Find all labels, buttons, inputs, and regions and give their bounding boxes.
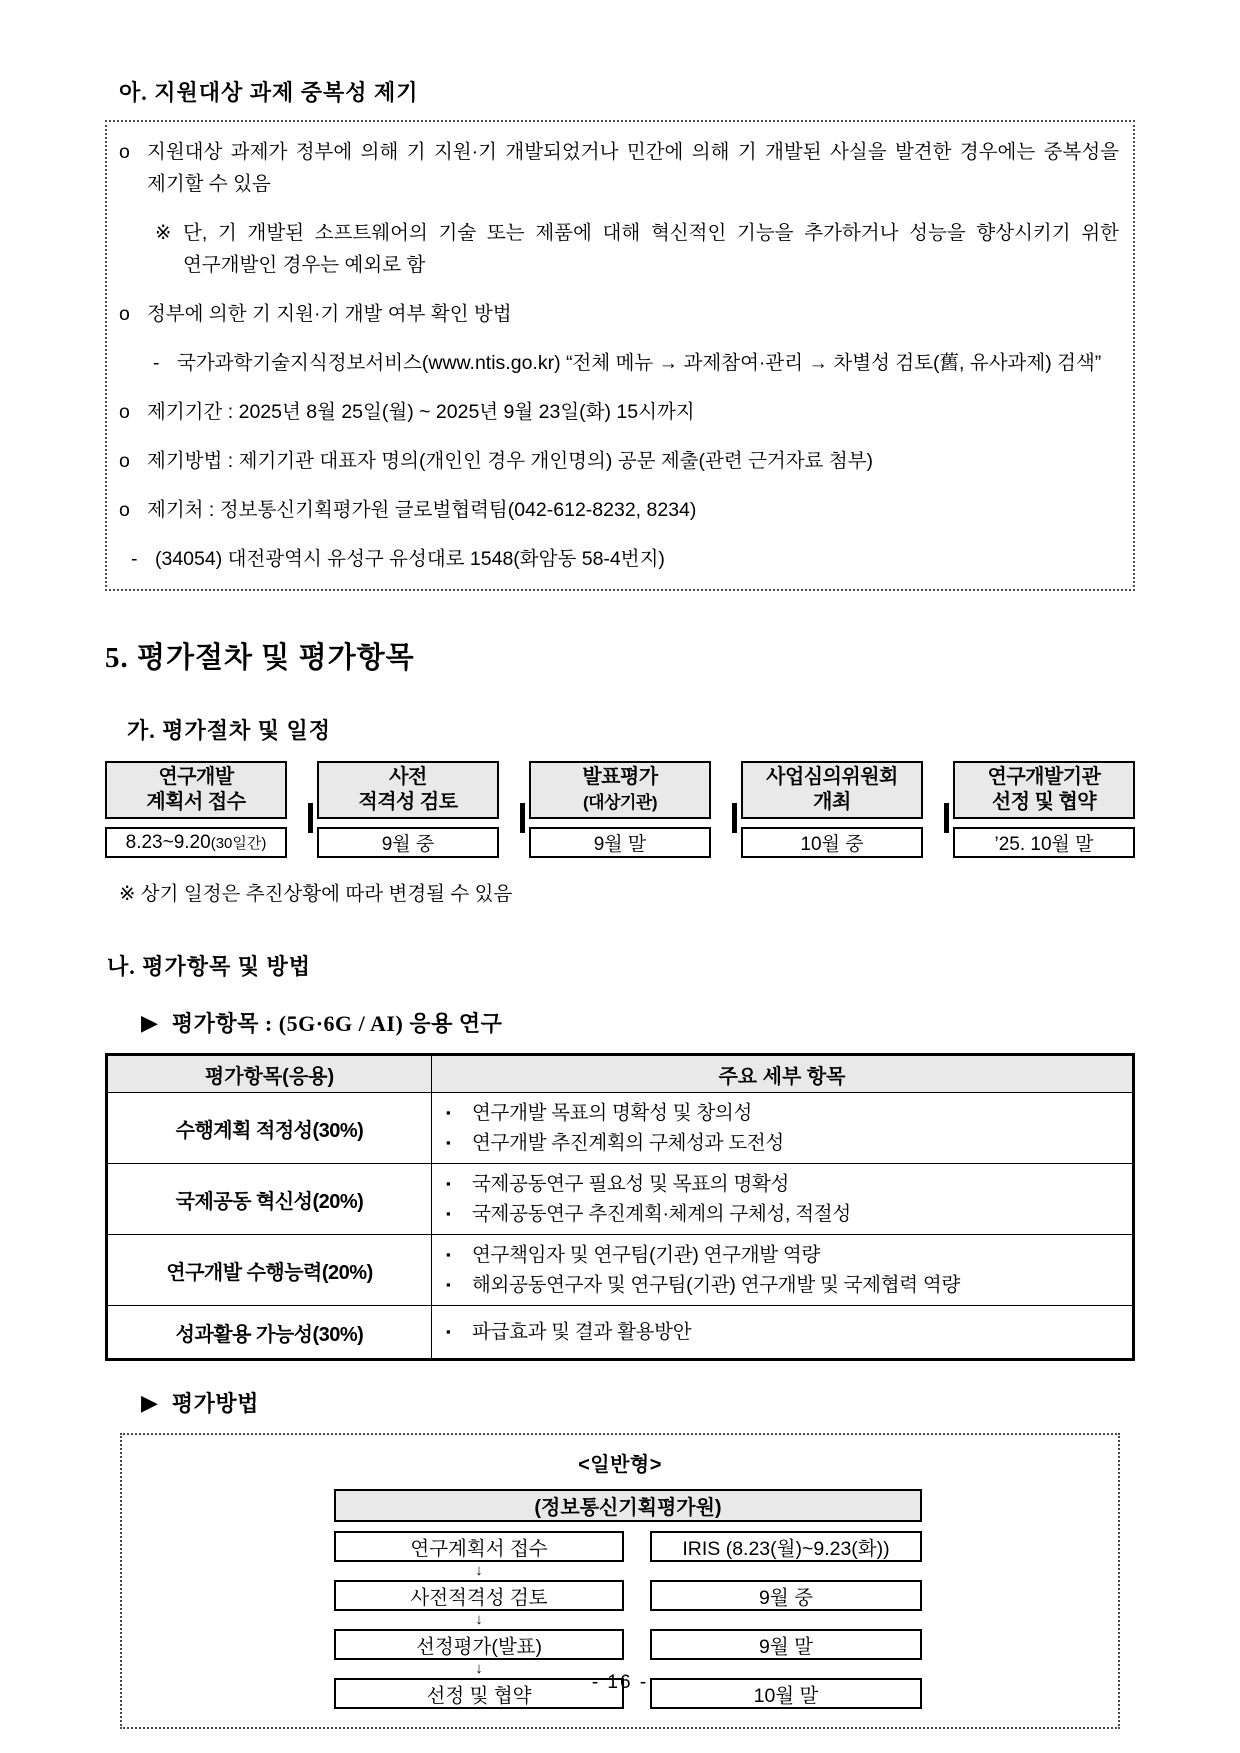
down-arrow-icon: ↓ bbox=[475, 1611, 483, 1628]
step-title-line1: 연구개발 bbox=[158, 766, 234, 788]
list-item bbox=[119, 136, 1119, 200]
step-date: 10월 중 bbox=[800, 834, 864, 855]
square-bullet-icon: ▪ bbox=[446, 1324, 451, 1339]
square-bullet-icon: ▪ bbox=[446, 1247, 451, 1262]
method-type-title: <일반형> bbox=[578, 1454, 662, 1476]
method-row bbox=[334, 1580, 922, 1611]
step-title-line2: 적격성 검토 bbox=[358, 791, 458, 813]
detail-bullet bbox=[446, 1098, 1126, 1128]
schedule-step bbox=[317, 761, 499, 858]
section-a-heading: 아. 지원대상 과제 중복성 제기 bbox=[119, 80, 419, 105]
criteria-details bbox=[432, 1235, 1134, 1306]
method-when-box: 9월 중 bbox=[650, 1580, 922, 1611]
criteria-details bbox=[432, 1164, 1134, 1235]
square-bullet-icon: ▪ bbox=[446, 1135, 451, 1150]
column-header-criteria: 평가항목(응용) bbox=[107, 1055, 432, 1093]
step-title-box bbox=[953, 761, 1135, 819]
list-item-text: 제기처 : 정보통신기획평가원 글로벌협력팀(042-612-8232, 8234) bbox=[147, 499, 697, 521]
list-item-text: 제기기간 : 2025년 8월 25일(월) ~ 2025년 9월 23일(화) 15시까지 bbox=[147, 401, 695, 423]
step-title-line1: 연구개발기관 bbox=[987, 766, 1101, 788]
evaluation-schedule-flow bbox=[105, 761, 1135, 858]
reference-mark-icon: ※ bbox=[155, 222, 172, 244]
circle-bullet-icon: o bbox=[119, 303, 130, 325]
list-item bbox=[119, 494, 1119, 526]
step-date: 9월 중 bbox=[381, 834, 435, 855]
step-title-box bbox=[105, 761, 287, 819]
criteria-label: 성과활용 가능성(30%) bbox=[107, 1306, 432, 1360]
down-arrow-icon: ↓ bbox=[475, 1660, 483, 1677]
detail-text: 해외공동연구자 및 연구팀(기관) 연구개발 및 국제협력 역량 bbox=[472, 1274, 960, 1296]
detail-bullet bbox=[446, 1240, 1126, 1270]
method-step-box: 연구계획서 접수 bbox=[334, 1531, 624, 1562]
column-header-details: 주요 세부 항목 bbox=[432, 1055, 1134, 1093]
step-date-box bbox=[741, 827, 923, 858]
list-item bbox=[119, 445, 1119, 477]
list-item bbox=[119, 396, 1119, 428]
table-row bbox=[107, 1235, 1134, 1306]
step-date: 9월 말 bbox=[593, 834, 647, 855]
eval-method-line bbox=[141, 1387, 1135, 1418]
method-row bbox=[334, 1531, 922, 1562]
step-date-box bbox=[105, 827, 287, 858]
circle-bullet-icon: o bbox=[119, 499, 130, 521]
step-title-line2: 계획서 접수 bbox=[146, 791, 246, 813]
criteria-label: 국제공동 혁신성(20%) bbox=[107, 1164, 432, 1235]
criteria-details bbox=[432, 1306, 1134, 1360]
duplication-notice-box bbox=[105, 120, 1135, 591]
table-header-row bbox=[107, 1055, 1134, 1093]
detail-text: 연구개발 목표의 명확성 및 창의성 bbox=[472, 1102, 752, 1124]
schedule-note-text: 상기 일정은 추진상황에 따라 변경될 수 있음 bbox=[140, 883, 513, 905]
down-arrow-icon: ↓ bbox=[475, 1562, 483, 1579]
step-title-line1: 사업심의위원회 bbox=[766, 766, 898, 788]
table-row bbox=[107, 1093, 1134, 1164]
list-item-text: (34054) 대전광역시 유성구 유성대로 1548(화암동 58-4번지) bbox=[155, 548, 665, 570]
table-row bbox=[107, 1164, 1134, 1235]
detail-bullet bbox=[446, 1169, 1126, 1199]
method-when-box: 9월 말 bbox=[650, 1629, 922, 1660]
page-number: - 16 - bbox=[591, 1672, 649, 1693]
list-item bbox=[155, 217, 1119, 281]
method-step-box: 선정평가(발표) bbox=[334, 1629, 624, 1660]
criteria-label: 수행계획 적정성(30%) bbox=[107, 1093, 432, 1164]
list-item-text: 제기방법 : 제기기관 대표자 명의(개인인 경우 개인명의) 공문 제출(관련 근거자료 첨부) bbox=[147, 450, 874, 472]
step-title-line1: 발표평가 bbox=[582, 766, 658, 788]
triangle-bullet-icon: ▶ bbox=[141, 1389, 158, 1415]
circle-bullet-icon: o bbox=[119, 401, 130, 423]
list-item bbox=[153, 347, 1119, 379]
step-title-box bbox=[741, 761, 923, 819]
method-when-box: IRIS (8.23(월)~9.23(화)) bbox=[650, 1531, 922, 1562]
detail-text: 파급효과 및 결과 활용방안 bbox=[472, 1321, 692, 1343]
step-date: ’25. 10월 말 bbox=[994, 834, 1094, 855]
evaluation-criteria-table bbox=[105, 1053, 1135, 1361]
step-date: 8.23~9.20 bbox=[125, 831, 211, 853]
flow-separator-bar bbox=[944, 803, 949, 833]
step-title-line2: 선정 및 협약 bbox=[991, 791, 1097, 813]
triangle-bullet-icon: ▶ bbox=[141, 1009, 158, 1035]
reference-mark-icon: ※ bbox=[119, 883, 136, 905]
dash-bullet-icon: - bbox=[131, 548, 138, 570]
detail-bullet bbox=[446, 1199, 1126, 1229]
list-item-text: 국가과학기술지식정보서비스(www.ntis.go.kr) “전체 메뉴 → 과제참여·관리 → 차별성 검토(舊, 유사과제) 검색” bbox=[177, 352, 1102, 374]
step-date-box bbox=[953, 827, 1135, 858]
detail-bullet bbox=[446, 1270, 1126, 1300]
criteria-label: 연구개발 수행능력(20%) bbox=[107, 1235, 432, 1306]
detail-text: 국제공동연구 필요성 및 목표의 명확성 bbox=[472, 1173, 790, 1195]
list-item bbox=[119, 298, 1119, 330]
detail-text: 연구개발 추진계획의 구체성과 도전성 bbox=[472, 1132, 784, 1154]
organization-box: (정보통신기획평가원) bbox=[334, 1489, 922, 1522]
schedule-step bbox=[105, 761, 287, 858]
schedule-step bbox=[529, 761, 711, 858]
criteria-details bbox=[432, 1093, 1134, 1164]
flow-separator-bar bbox=[520, 803, 525, 833]
flow-separator-bar bbox=[732, 803, 737, 833]
list-item bbox=[131, 543, 1119, 575]
content-area bbox=[105, 0, 1135, 1729]
square-bullet-icon: ▪ bbox=[446, 1105, 451, 1120]
schedule-step bbox=[741, 761, 923, 858]
circle-bullet-icon: o bbox=[119, 450, 130, 472]
square-bullet-icon: ▪ bbox=[446, 1176, 451, 1191]
flow-separator-bar bbox=[308, 803, 313, 833]
list-item-text: 단, 기 개발된 소프트웨어의 기술 또는 제품에 대해 혁신적인 기능을 추가하거나 성능을 향상시키기 위한 연구개발인 경우는 예외로 함 bbox=[183, 222, 1119, 276]
method-step-box: 사전적격성 검토 bbox=[334, 1580, 624, 1611]
step-title-line2: (대상기관) bbox=[582, 793, 657, 812]
schedule-step bbox=[953, 761, 1135, 858]
detail-bullet bbox=[446, 1317, 1126, 1347]
step-date-suffix: (30일간) bbox=[210, 835, 267, 852]
step-date-box bbox=[529, 827, 711, 858]
section-5-heading: 5. 평가절차 및 평가항목 bbox=[105, 642, 415, 674]
detail-text: 연구책임자 및 연구팀(기관) 연구개발 역량 bbox=[472, 1244, 820, 1266]
eval-items-line bbox=[141, 1007, 1135, 1038]
step-title-line2: 개최 bbox=[813, 791, 851, 813]
circle-bullet-icon: o bbox=[119, 141, 130, 163]
dash-bullet-icon: - bbox=[153, 352, 160, 374]
list-item-text: 지원대상 과제가 정부에 의해 기 지원·기 개발되었거나 민간에 의해 기 개발된 사실을 발견한 경우에는 중복성을 제기할 수 있음 bbox=[147, 141, 1119, 195]
table-row bbox=[107, 1306, 1134, 1360]
method-step-box: 선정 및 협약 bbox=[334, 1678, 624, 1709]
eval-method-label: 평가방법 bbox=[171, 1391, 259, 1416]
step-title-box bbox=[317, 761, 499, 819]
schedule-note bbox=[119, 878, 1135, 906]
step-title-line1: 사전 bbox=[389, 766, 427, 788]
square-bullet-icon: ▪ bbox=[446, 1277, 451, 1292]
method-when-box: 10월 말 bbox=[650, 1678, 922, 1709]
square-bullet-icon: ▪ bbox=[446, 1206, 451, 1221]
detail-text: 국제공동연구 추진계획·체계의 구체성, 적절성 bbox=[472, 1203, 851, 1225]
eval-items-label: 평가항목 : (5G·6G / AI) 응용 연구 bbox=[171, 1011, 503, 1036]
step-title-box bbox=[529, 761, 711, 819]
list-item-text: 정부에 의한 기 지원·기 개발 여부 확인 방법 bbox=[147, 303, 512, 325]
step-date-box bbox=[317, 827, 499, 858]
method-row bbox=[334, 1629, 922, 1660]
section-ga-heading: 가. 평가절차 및 일정 bbox=[127, 718, 332, 743]
detail-bullet bbox=[446, 1128, 1126, 1158]
section-na-heading: 나. 평가항목 및 방법 bbox=[107, 954, 312, 979]
